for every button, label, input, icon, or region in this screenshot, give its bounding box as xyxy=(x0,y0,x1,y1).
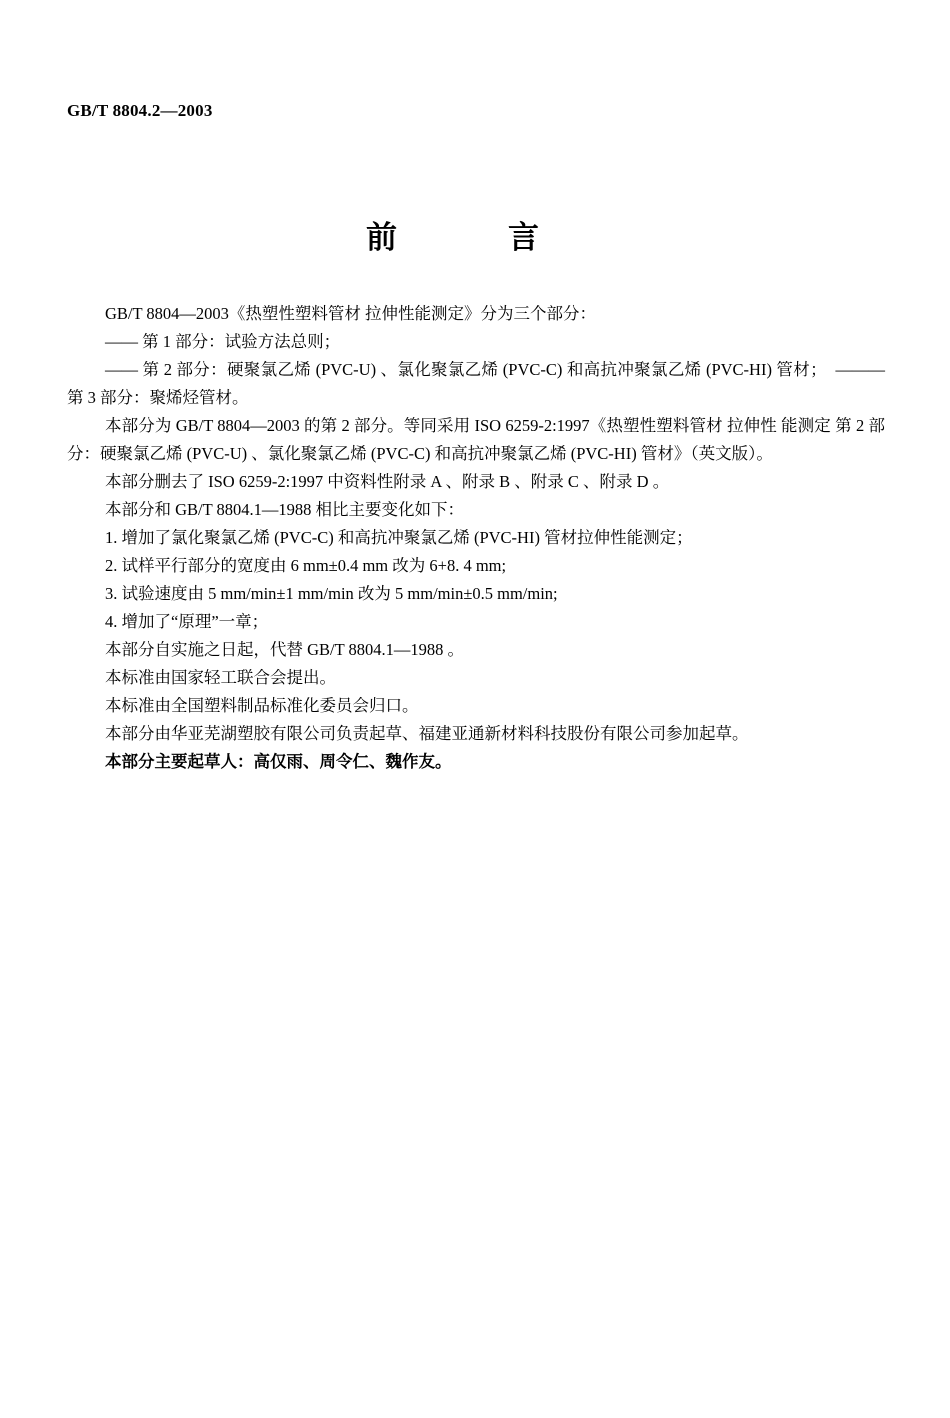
list-item-change-1: 1. 增加了氯化聚氯乙烯 (PVC-C) 和高抗冲聚氯乙烯 (PVC-HI) 管材拉伸性能测定； xyxy=(105,528,693,547)
paragraph-changes-intro: 本部分和 GB/T 8804.1—1988 相比主要变化如下： xyxy=(105,500,465,519)
page-title: 前 言 xyxy=(366,220,579,256)
paragraph-managed-by: 本标准由全国塑料制品标准化委员会归口。 xyxy=(105,696,419,715)
list-item-change-4: 4. 增加了“原理”一章； xyxy=(105,612,269,631)
paragraph-parts-intro: GB/T 8804—2003《热塑性塑料管材 拉伸性能测定》分为三个部分： xyxy=(105,304,597,323)
standard-code: GB/T 8804.2—2003 xyxy=(67,101,213,120)
paragraph-part1: —— 第 1 部分：试验方法总则； xyxy=(105,332,341,351)
list-item-change-2: 2. 试样平行部分的宽度由 6 mm±0.4 mm 改为 6+8. 4 mm; xyxy=(105,556,507,575)
paragraph-replaces: 本部分自实施之日起，代替 GB/T 8804.1—1988 。 xyxy=(105,640,465,659)
list-item-change-3: 3. 试验速度由 5 mm/min±1 mm/min 改为 5 mm/min±0.5 mm/min; xyxy=(105,584,558,603)
paragraph-deleted-annexes: 本部分删去了 ISO 6259-2:1997 中资料性附录 A 、附录 B 、附录 C 、附录 D 。 xyxy=(105,472,670,491)
paragraph-proposed-by: 本标准由国家轻工联合会提出。 xyxy=(105,668,336,687)
foreword-body xyxy=(67,300,885,776)
paragraph-part2-part3: —— 第 2 部分：硬聚氯乙烯 (PVC-U) 、氯化聚氯乙烯 (PVC-C) 和高抗冲聚氯乙烯 (PVC-HI) 管材； ———第 3 部分：聚烯烃管材。 xyxy=(67,360,885,407)
paragraph-drafted-by: 本部分由华亚芜湖塑胶有限公司负责起草、福建亚通新材料科技股份有限公司参加起草。 xyxy=(105,724,749,743)
paragraph-equivalence: 本部分为 GB/T 8804—2003 的第 2 部分。等同采用 ISO 6259-2:1997《热塑性塑料管材 拉伸性 能测定 第 2 部分：硬聚氯乙烯 (PVC-U) 、氯化聚氯乙烯 (PVC-C) 和高抗冲聚氯乙烯 (PVC-HI) 管材》（英文版）。 xyxy=(67,416,885,463)
paragraph-drafters: 本部分主要起草人：高仅雨、周令仁、魏作友。 xyxy=(105,752,452,771)
